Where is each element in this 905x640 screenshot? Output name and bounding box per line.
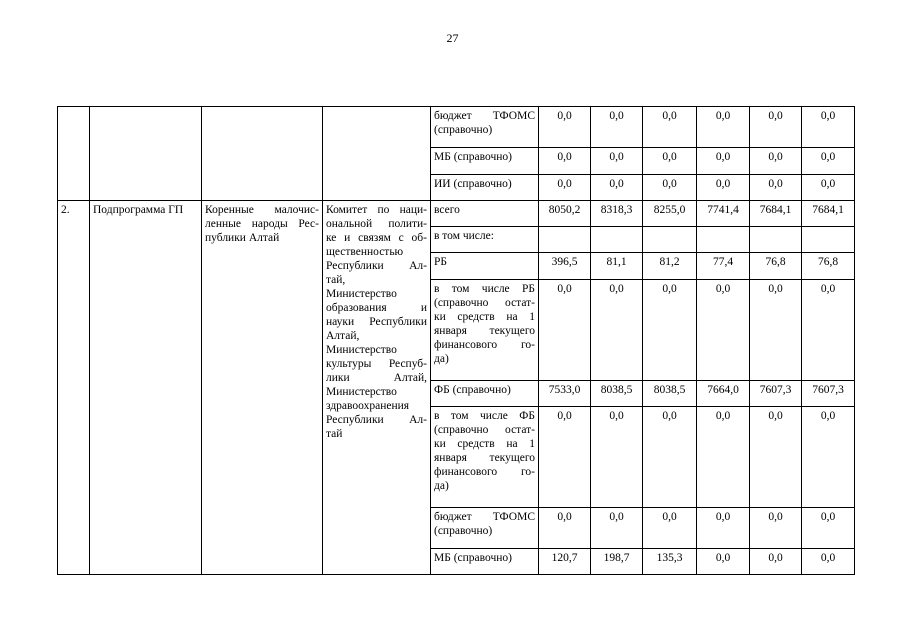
- source-label-line: РБ: [434, 256, 447, 268]
- value-cell: 0,0: [697, 407, 750, 508]
- number-cell: [58, 107, 90, 201]
- section-executor-line: тай: [326, 428, 343, 440]
- source-label-line: бюджет ТФОМС: [434, 511, 535, 523]
- value-cell: 0,0: [643, 508, 697, 549]
- value-cell: [539, 227, 591, 253]
- value-cell: 8038,5: [591, 381, 643, 407]
- value-cell: 0,0: [697, 107, 750, 148]
- value-cell: 77,4: [697, 253, 750, 280]
- section-executor-line: Республики Ал-: [326, 260, 427, 272]
- value-cell: 0,0: [802, 549, 855, 575]
- value-cell: 0,0: [750, 549, 802, 575]
- value-cell: 0,0: [697, 175, 750, 201]
- value-cell: 7533,0: [539, 381, 591, 407]
- source-label-cell: [431, 175, 539, 201]
- value-cell: 0,0: [802, 407, 855, 508]
- value-cell: 0,0: [539, 107, 591, 148]
- section-number-cell: 2.: [58, 201, 90, 575]
- value-cell: 76,8: [750, 253, 802, 280]
- section-executor-line: здравоохранения: [326, 400, 410, 412]
- source-label-cell: [431, 148, 539, 175]
- section-executor-line: культуры Респуб-: [326, 358, 427, 370]
- source-label-line: (справочно остат-: [434, 424, 535, 436]
- value-cell: 7741,4: [697, 201, 750, 227]
- value-cell: 0,0: [750, 175, 802, 201]
- value-cell: 0,0: [697, 549, 750, 575]
- value-cell: 0,0: [750, 148, 802, 175]
- value-cell: 0,0: [539, 148, 591, 175]
- value-cell: 8050,2: [539, 201, 591, 227]
- source-label-line: ФБ (справочно): [434, 384, 511, 396]
- section-executor-line: Министерство: [326, 344, 397, 356]
- value-cell: 0,0: [750, 407, 802, 508]
- source-label-cell: [431, 107, 539, 148]
- section-name-line: ленные народы Рес-: [205, 218, 319, 230]
- table-row: [58, 107, 855, 148]
- value-cell: 0,0: [802, 148, 855, 175]
- value-cell: 81,1: [591, 253, 643, 280]
- value-cell: 0,0: [643, 175, 697, 201]
- section-type-cell: Подпрограмма ГП: [90, 201, 202, 575]
- value-cell: 81,2: [643, 253, 697, 280]
- value-cell: 0,0: [591, 280, 643, 381]
- name-cell: [202, 107, 323, 201]
- value-cell: 0,0: [750, 280, 802, 381]
- value-cell: 0,0: [802, 107, 855, 148]
- source-label-line: да): [434, 353, 449, 365]
- section-executor-line: щественностью: [326, 246, 404, 258]
- section-executor-line: Министерство: [326, 386, 397, 398]
- section-executor-line: Комитет по наци-: [326, 204, 427, 216]
- value-cell: 0,0: [750, 107, 802, 148]
- section-name-line: публики Алтай: [205, 232, 280, 244]
- value-cell: 0,0: [750, 508, 802, 549]
- value-cell: 0,0: [643, 280, 697, 381]
- value-cell: 8255,0: [643, 201, 697, 227]
- value-cell: 0,0: [591, 148, 643, 175]
- source-label-line: в том числе РБ: [434, 283, 535, 295]
- value-cell: 0,0: [539, 407, 591, 508]
- value-cell: 0,0: [591, 175, 643, 201]
- type-cell: [90, 107, 202, 201]
- value-cell: 0,0: [591, 407, 643, 508]
- page-number: 27: [446, 31, 459, 45]
- source-label-line: финансового го-: [434, 466, 535, 478]
- section-executor-line: образования и: [326, 302, 427, 314]
- value-cell: 198,7: [591, 549, 643, 575]
- section-name-cell: [202, 201, 323, 575]
- value-cell: 0,0: [591, 508, 643, 549]
- section-executor-line: Алтай,: [326, 330, 360, 342]
- value-cell: 0,0: [697, 508, 750, 549]
- value-cell: 7607,3: [750, 381, 802, 407]
- source-label-line: ки средств на 1: [434, 311, 535, 323]
- source-label-line: в том числе ФБ: [434, 410, 535, 422]
- value-cell: 8318,3: [591, 201, 643, 227]
- source-label-line: января текущего: [434, 452, 535, 464]
- source-label-cell: [431, 280, 539, 381]
- source-label-line: всего: [434, 204, 460, 216]
- section-name-line: Коренные малочис-: [205, 204, 319, 216]
- budget-table: [57, 106, 855, 575]
- section-executor-line: лики Алтай,: [326, 372, 427, 384]
- value-cell: [643, 227, 697, 253]
- source-label-cell: [431, 549, 539, 575]
- value-cell: 0,0: [539, 280, 591, 381]
- section-executor-line: ке и связям с об-: [326, 232, 427, 244]
- table-row: [58, 201, 855, 227]
- value-cell: 7607,3: [802, 381, 855, 407]
- value-cell: 0,0: [643, 148, 697, 175]
- value-cell: [697, 227, 750, 253]
- value-cell: 0,0: [643, 107, 697, 148]
- section-executor-line: тай,: [326, 274, 346, 286]
- source-label-line: бюджет ТФОМС: [434, 110, 535, 122]
- section-executors-cell: [323, 201, 431, 575]
- value-cell: 0,0: [539, 508, 591, 549]
- value-cell: 7684,1: [802, 201, 855, 227]
- source-label-line: в том числе:: [434, 230, 494, 242]
- value-cell: 135,3: [643, 549, 697, 575]
- source-label-cell: [431, 201, 539, 227]
- value-cell: [802, 227, 855, 253]
- value-cell: 0,0: [539, 175, 591, 201]
- source-label-line: ки средств на 1: [434, 438, 535, 450]
- value-cell: 0,0: [802, 508, 855, 549]
- executor-cell: [323, 107, 431, 201]
- section-executor-line: ональной полити-: [326, 218, 427, 230]
- value-cell: 0,0: [697, 280, 750, 381]
- value-cell: 7664,0: [697, 381, 750, 407]
- value-cell: 0,0: [697, 148, 750, 175]
- source-label-line: (справочно): [434, 124, 493, 136]
- source-label-line: МБ (справочно): [434, 552, 512, 564]
- section-executor-line: Министерство: [326, 288, 397, 300]
- value-cell: 0,0: [643, 407, 697, 508]
- section-executor-line: науки Республики: [326, 316, 427, 328]
- value-cell: 0,0: [591, 107, 643, 148]
- source-label-cell: [431, 253, 539, 280]
- value-cell: 76,8: [802, 253, 855, 280]
- value-cell: 0,0: [802, 175, 855, 201]
- source-label-line: МБ (справочно): [434, 151, 512, 163]
- value-cell: 0,0: [802, 280, 855, 381]
- source-label-cell: [431, 508, 539, 549]
- source-label-line: января текущего: [434, 325, 535, 337]
- value-cell: [591, 227, 643, 253]
- source-label-line: (справочно остат-: [434, 297, 535, 309]
- value-cell: 8038,5: [643, 381, 697, 407]
- value-cell: 396,5: [539, 253, 591, 280]
- value-cell: [750, 227, 802, 253]
- value-cell: 120,7: [539, 549, 591, 575]
- section-executor-line: Республики Ал-: [326, 414, 427, 426]
- value-cell: 7684,1: [750, 201, 802, 227]
- source-label-cell: [431, 407, 539, 508]
- source-label-cell: [431, 381, 539, 407]
- source-label-cell: [431, 227, 539, 253]
- source-label-line: ИИ (справочно): [434, 178, 512, 190]
- source-label-line: да): [434, 480, 449, 492]
- source-label-line: (справочно): [434, 525, 493, 537]
- source-label-line: финансового го-: [434, 339, 535, 351]
